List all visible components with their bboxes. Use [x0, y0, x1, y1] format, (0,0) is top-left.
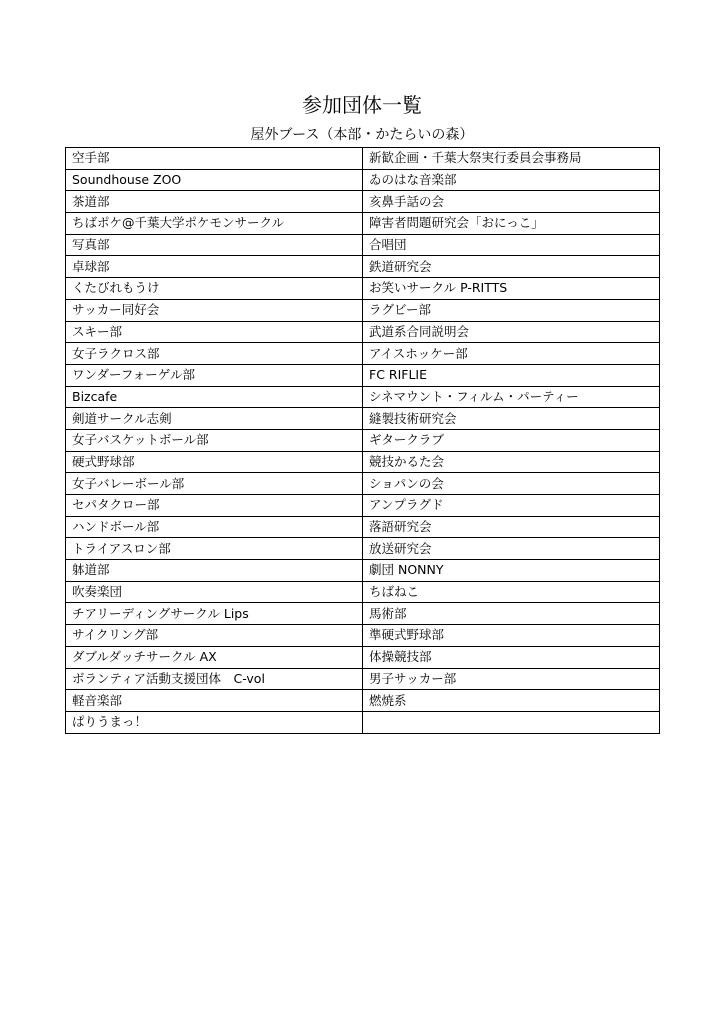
org-cell-right: 鉄道研究会: [363, 256, 660, 278]
org-cell-right: 武道系合同説明会: [363, 321, 660, 343]
table-row: [66, 690, 660, 712]
org-cell-left: スキー部: [66, 321, 363, 343]
organization-table-body: [66, 148, 660, 734]
org-cell-right: 合唱団: [363, 234, 660, 256]
org-cell-right: 放送研究会: [363, 538, 660, 560]
org-cell-left: 硬式野球部: [66, 451, 363, 473]
table-row: [66, 603, 660, 625]
org-cell-left: くたびれもうけ: [66, 278, 363, 300]
org-cell-left: 軽音楽部: [66, 690, 363, 712]
org-cell-left: ボランティア活動支援団体 C-vol: [66, 668, 363, 690]
org-cell-right: お笑いサークル P-RITTS: [363, 278, 660, 300]
table-row: [66, 364, 660, 386]
org-cell-left: 女子ラクロス部: [66, 343, 363, 365]
org-cell-left: トライアスロン部: [66, 538, 363, 560]
table-row: [66, 148, 660, 170]
org-cell-right: 縫製技術研究会: [363, 408, 660, 430]
org-cell-left: サッカー同好会: [66, 299, 363, 321]
org-cell-right: [363, 711, 660, 733]
org-cell-left: 卓球部: [66, 256, 363, 278]
org-cell-left: ぱりうまっ！: [66, 711, 363, 733]
org-cell-right: シネマウント・フィルム・パーティー: [363, 386, 660, 408]
org-cell-left: 空手部: [66, 148, 363, 170]
organization-table: [65, 147, 660, 734]
table-row: [66, 213, 660, 235]
org-cell-left: Soundhouse ZOO: [66, 169, 363, 191]
table-row: [66, 278, 660, 300]
table-row: [66, 321, 660, 343]
org-cell-right: ちばねこ: [363, 581, 660, 603]
org-cell-right: 燃焼系: [363, 690, 660, 712]
org-cell-left: チアリーディングサークル Lips: [66, 603, 363, 625]
table-row: [66, 581, 660, 603]
org-cell-left: Bizcafe: [66, 386, 363, 408]
org-cell-right: 障害者問題研究会「おにっこ」: [363, 213, 660, 235]
table-row: [66, 473, 660, 495]
org-cell-right: ギタークラブ: [363, 429, 660, 451]
table-row: [66, 538, 660, 560]
table-row: [66, 234, 660, 256]
table-row: [66, 169, 660, 191]
org-cell-left: ハンドボール部: [66, 516, 363, 538]
org-cell-right: 亥鼻手話の会: [363, 191, 660, 213]
org-cell-left: 女子バスケットボール部: [66, 429, 363, 451]
org-cell-left: 躰道部: [66, 560, 363, 582]
table-row: [66, 516, 660, 538]
org-cell-right: ラグビー部: [363, 299, 660, 321]
org-cell-left: ワンダーフォーゲル部: [66, 364, 363, 386]
org-cell-right: 劇団 NONNY: [363, 560, 660, 582]
org-cell-right: アイスホッケー部: [363, 343, 660, 365]
org-cell-left: セパタクロー部: [66, 495, 363, 517]
org-cell-right: 落語研究会: [363, 516, 660, 538]
table-row: [66, 560, 660, 582]
org-cell-left: ダブルダッチサークル AX: [66, 646, 363, 668]
org-cell-left: 写真部: [66, 234, 363, 256]
table-row: [66, 625, 660, 647]
table-row: [66, 451, 660, 473]
org-cell-right: アンプラグド: [363, 495, 660, 517]
table-row: [66, 668, 660, 690]
table-row: [66, 711, 660, 733]
table-row: [66, 191, 660, 213]
org-cell-right: 新歓企画・千葉大祭実行委員会事務局: [363, 148, 660, 170]
org-cell-left: 女子バレーボール部: [66, 473, 363, 495]
org-cell-left: ちばポケ@千葉大学ポケモンサークル: [66, 213, 363, 235]
table-row: [66, 343, 660, 365]
document-subtitle: 屋外ブース（本部・かたらいの森）: [250, 127, 474, 143]
org-cell-right: FC RIFLIE: [363, 364, 660, 386]
org-cell-right: 競技かるた会: [363, 451, 660, 473]
table-row: [66, 408, 660, 430]
org-cell-left: 剣道サークル志剣: [66, 408, 363, 430]
org-cell-right: ショパンの会: [363, 473, 660, 495]
org-cell-right: ゐのはな音楽部: [363, 169, 660, 191]
org-cell-left: 吹奏楽団: [66, 581, 363, 603]
table-row: [66, 256, 660, 278]
org-cell-left: サイクリング部: [66, 625, 363, 647]
document-title: 参加団体一覧: [302, 93, 422, 117]
table-row: [66, 646, 660, 668]
table-row: [66, 299, 660, 321]
org-cell-right: 体操競技部: [363, 646, 660, 668]
org-cell-left: 茶道部: [66, 191, 363, 213]
org-cell-right: 男子サッカー部: [363, 668, 660, 690]
org-cell-right: 馬術部: [363, 603, 660, 625]
org-cell-right: 準硬式野球部: [363, 625, 660, 647]
table-row: [66, 386, 660, 408]
table-row: [66, 495, 660, 517]
table-row: [66, 429, 660, 451]
